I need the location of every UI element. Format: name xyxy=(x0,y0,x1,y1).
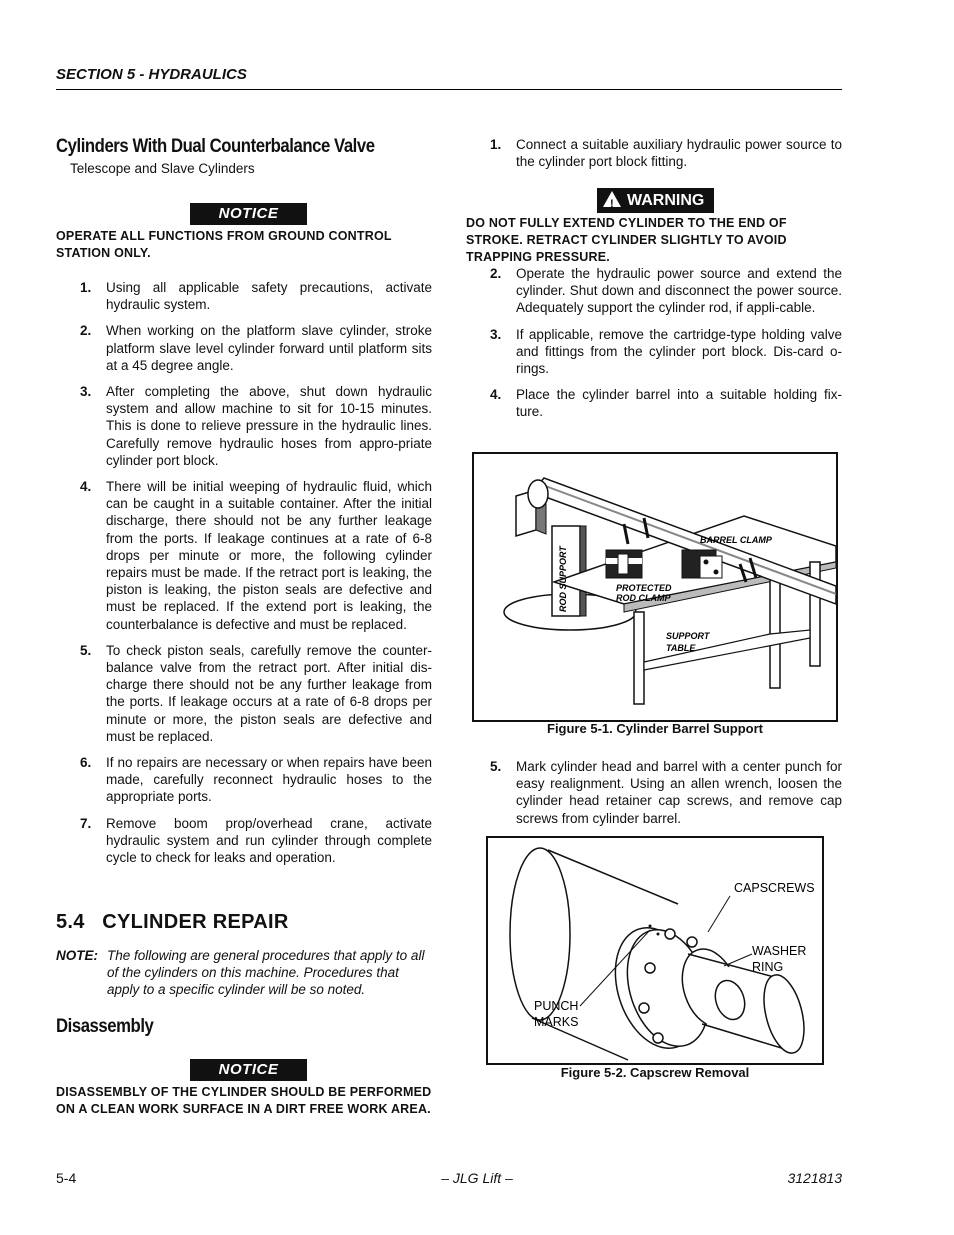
disassembly-heading: Disassembly xyxy=(56,1016,154,1037)
list-item: 1. Using all applicable safety precautions, activate hydraulic system. xyxy=(80,280,432,313)
list-item: 3. If applicable, remove the cartridge-type holding valve and fittings from the cylinder port block. Dis-card o-rings. xyxy=(490,326,842,377)
notice-badge-2: NOTICE xyxy=(190,1059,307,1081)
notice-text-2: DISASSEMBLY OF THE CYLINDER SHOULD BE PERFORMED ON A CLEAN WORK SURFACE IN A DIRT FREE WORK AREA. xyxy=(56,1085,432,1116)
list-item: 6. If no repairs are necessary or when repairs have been made, carefully reconnect hydraulic hoses to the appropriate ports. xyxy=(80,755,432,805)
note-text: The following are general procedures that apply to all of the cylinders on this machine. Procedures that apply to a specific cylinder will be so noted. xyxy=(107,948,425,998)
label-table: TABLE xyxy=(666,643,696,653)
list-item: 5. Mark cylinder head and barrel with a center punch for easy realignment. Using an allen wrench, loosen the cylinder head retainer cap screws, and remove cap screws from cylinder barrel. xyxy=(490,759,842,826)
section-title: 5.4 CYLINDER REPAIR xyxy=(56,911,289,933)
right-step-1 xyxy=(466,136,842,179)
section-header: SECTION 5 - HYDRAULICS xyxy=(56,66,247,83)
label-washer: WASHER xyxy=(752,944,807,958)
footer-doc-number: 3121813 xyxy=(787,1170,842,1186)
label-marks: MARKS xyxy=(534,1015,579,1029)
list-item: 2. Operate the hydraulic power source and extend the cylinder. Shut down and disconnect the power source. Adequately support the cylinder rod, if appli-cable. xyxy=(490,266,842,316)
label-support: SUPPORT xyxy=(666,631,710,641)
list-item: 2. When working on the platform slave cylinder, stroke platform slave level cylinder forward until platform sits at a 45 degree angle. xyxy=(80,323,432,373)
warning-badge: ! WARNING xyxy=(597,188,714,213)
label-rod-clamp: ROD CLAMP xyxy=(616,593,671,603)
figure-cylinder-barrel-support xyxy=(472,452,838,722)
figure-5-1-caption: Figure 5-1. Cylinder Barrel Support xyxy=(547,721,763,736)
figure-5-2-caption: Figure 5-2. Capscrew Removal xyxy=(560,1065,750,1080)
notice-badge: NOTICE xyxy=(190,203,307,225)
list-item: 3. After completing the above, shut down hydraulic system and allow machine to sit for 10-15 minutes. This is done to relieve pressure in the hydraulic lines. Carefully remove hydraulic hoses from appro-priate cylinder port block. xyxy=(80,384,432,468)
footer-page-number: 5-4 xyxy=(56,1170,77,1186)
label-protected: PROTECTED xyxy=(616,583,672,593)
capscrew-illustration xyxy=(488,838,822,1063)
header-rule xyxy=(56,89,842,90)
right-steps-list xyxy=(466,265,842,430)
label-punch: PUNCH xyxy=(534,999,579,1013)
label-rod-support: ROD SUPPORT xyxy=(558,546,568,612)
list-item: 7. Remove boom prop/overhead crane, activate hydraulic system and run cylinder through complete cycle to check for leaks and operation. xyxy=(80,815,432,866)
list-item: 5. To check piston seals, carefully remove the counter-balance valve from the retract port. After initial dis-charge there should not be any further leakage from the ports. If leakage occurs at a rate of 6-8 drops per minute or more, the piston seals are defective and must be replaced. xyxy=(80,642,432,744)
notice-text: OPERATE ALL FUNCTIONS FROM GROUND CONTROL STATION ONLY. xyxy=(56,229,392,260)
label-capscrews: CAPSCREWS xyxy=(734,881,815,895)
label-ring: RING xyxy=(752,960,784,974)
list-item: 4. There will be initial weeping of hydraulic fluid, which can be caught in a suitable container. After the initial discharge, there should not be any further leakage from the ports. If leakage continues at a rate of 6-8 drops per minute or more, the following cylinder repairs must be made. If the retract port is leaking, the piston is leaking, the piston seals are defective and must be replaced. If the extend port is leaking, the counterbalance is defective and must be replaced. xyxy=(80,479,432,632)
right-step-5 xyxy=(466,758,842,836)
cylinders-heading: Cylinders With Dual Counterbalance Valve xyxy=(56,136,375,157)
cylinders-subtitle: Telescope and Slave Cylinders xyxy=(70,161,255,176)
label-barrel-clamp: BARREL CLAMP xyxy=(700,535,772,545)
list-item: 4. Place the cylinder barrel into a suitable holding fix-ture. xyxy=(490,387,842,420)
left-steps-list xyxy=(56,279,432,875)
list-item: 1. Connect a suitable auxiliary hydraulic power source to the cylinder port block fitting. xyxy=(490,137,842,170)
note-block xyxy=(56,947,432,999)
footer-center: – JLG Lift – xyxy=(441,1170,513,1186)
warning-text: DO NOT FULLY EXTEND CYLINDER TO THE END OF STROKE. RETRACT CYLINDER SLIGHTLY TO AVOID TRAPPING PRESSURE. xyxy=(466,216,787,264)
figure-capscrew-removal xyxy=(486,836,824,1065)
note-label: NOTE: xyxy=(56,948,98,963)
barrel-support-illustration xyxy=(474,454,836,720)
warning-triangle-icon: ! xyxy=(603,191,621,207)
